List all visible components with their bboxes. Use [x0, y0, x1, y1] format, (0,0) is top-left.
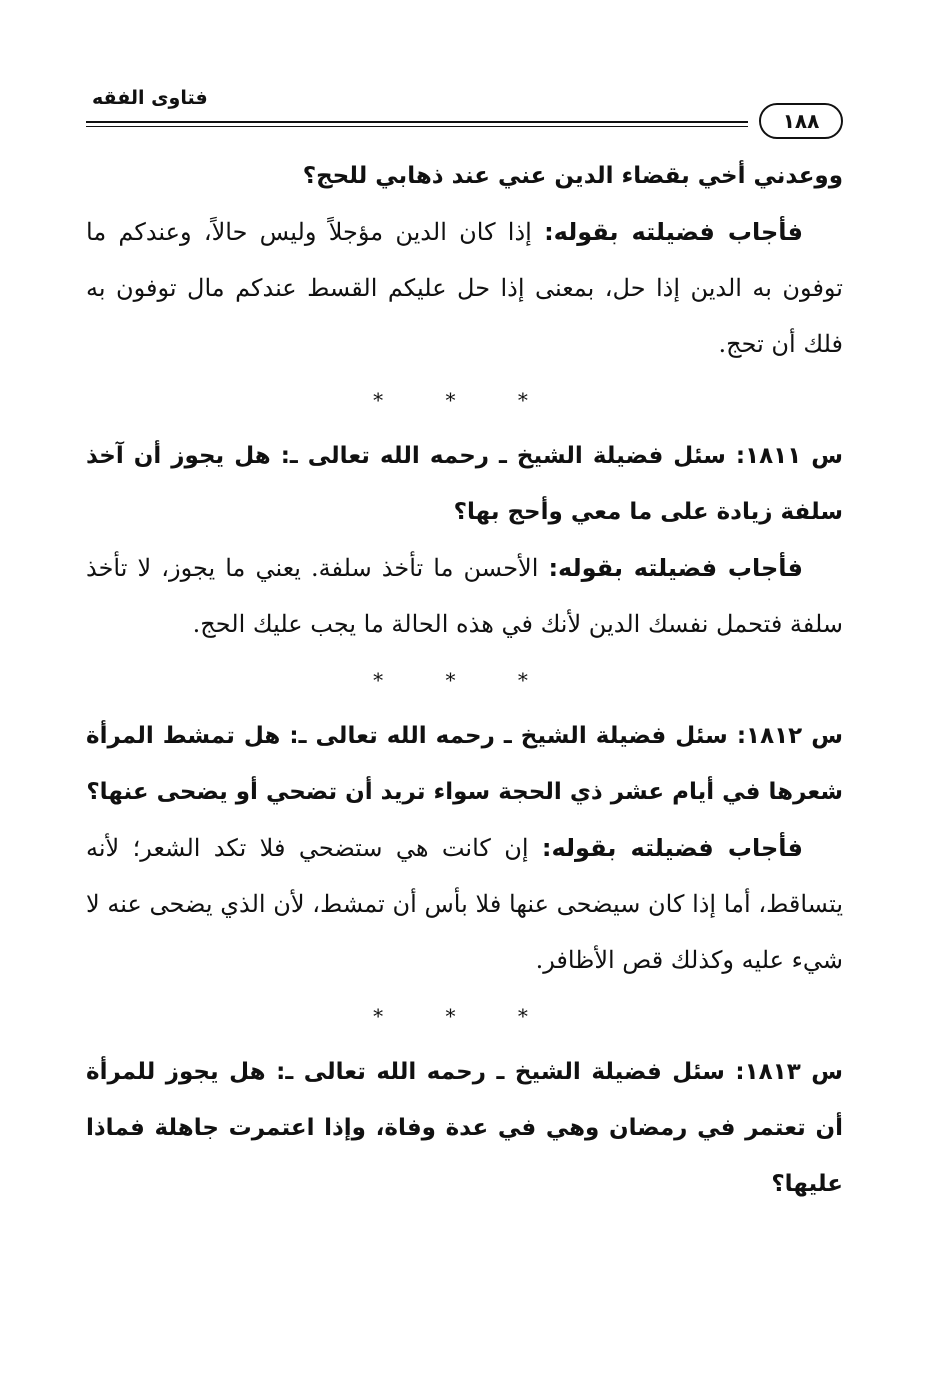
page-number: ١٨٨	[759, 103, 843, 139]
question-1811: س ١٨١١: سئل فضيلة الشيخ ـ رحمه الله تعالى ـ: هل يجوز أن آخذ سلفة زيادة على ما معي وأحج بها؟	[86, 443, 843, 525]
question-continuation: ووعدني أخي بقضاء الدين عني عند ذهابي للحج؟	[302, 163, 843, 189]
section-separator: * * *	[373, 668, 556, 692]
answer-lead: فأجاب فضيلته بقوله:	[548, 554, 803, 582]
page-body	[86, 148, 843, 1212]
running-title: فتاوى الفقه	[92, 87, 208, 109]
answer-1811	[86, 540, 843, 652]
page-header	[86, 85, 843, 135]
answer-text: إذا كان الدين مؤجلاً وليس حالاً، وعندكم ما توفون به الدين إذا حل، بمعنى إذا حل عليكم القسط عندكم مال توفون به فلك أن تحج.	[86, 218, 843, 358]
answer-1812	[86, 820, 843, 988]
answer-lead: فأجاب فضيلته بقوله:	[541, 834, 804, 862]
section-separator: * * *	[373, 1004, 556, 1028]
header-rule	[86, 121, 748, 127]
answer-text: إن كانت هي ستضحي فلا تكد الشعر؛ لأنه يتساقط، أما إذا كان سيضحى عنها فلا بأس أن تمشط، لأن الذي يضحى عنه لا شيء عليه وكذلك قص الأظافر.	[86, 834, 843, 974]
answer-1	[86, 204, 843, 372]
section-separator: * * *	[373, 388, 556, 412]
question-1813: س ١٨١٣: سئل فضيلة الشيخ ـ رحمه الله تعالى ـ: هل يجوز للمرأة أن تعتمر في رمضان وهي في عدة وفاة، وإذا اعتمرت جاهلة فماذا عليها؟	[86, 1059, 843, 1197]
answer-lead: فأجاب فضيلته بقوله:	[544, 218, 803, 246]
answer-text: الأحسن ما تأخذ سلفة. يعني ما يجوز، لا تأخذ سلفة فتحمل نفسك الدين لأنك في هذه الحالة ما يجب عليك الحج.	[86, 554, 843, 638]
question-1812: س ١٨١٢: سئل فضيلة الشيخ ـ رحمه الله تعالى ـ: هل تمشط المرأة شعرها في أيام عشر ذي الحجة سواء تريد أن تضحي أو يضحى عنها؟	[86, 723, 843, 805]
